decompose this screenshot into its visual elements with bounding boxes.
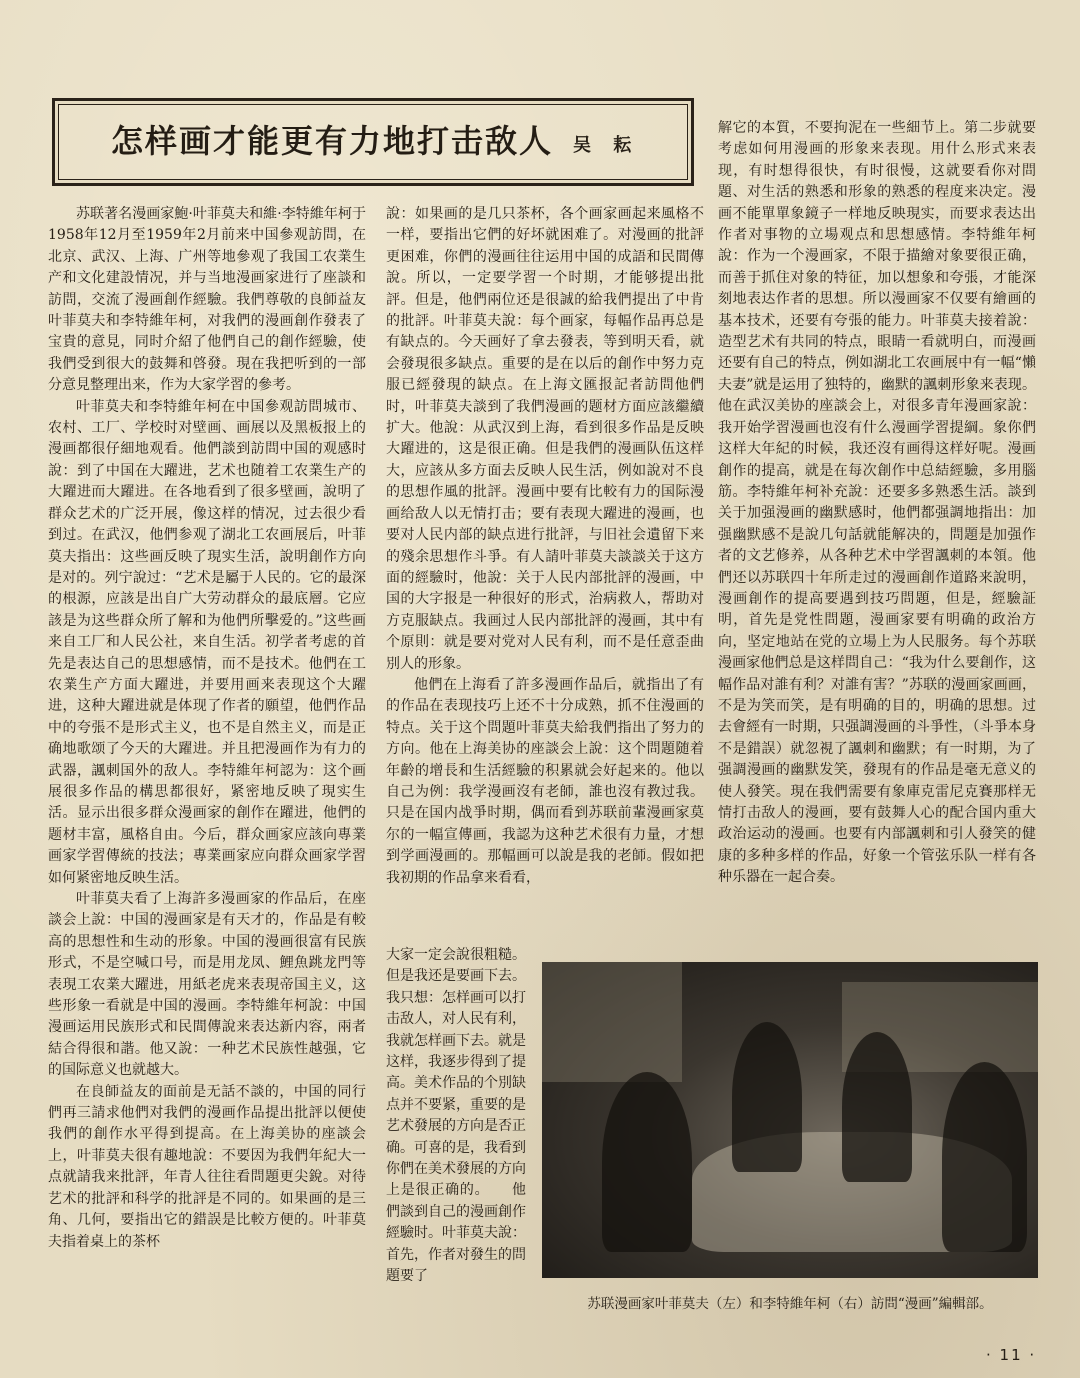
photo-figure: [942, 1062, 1027, 1252]
text-column-3: [718, 118, 1036, 938]
paragraph: 說：如果画的是几只茶杯，各个画家画起来風格不一样，要指出它們的好坏就困难了。对漫画的批評更困难，你們的漫画往往运用中国的成語和民間傳說。所以，一定要学習一个时期，才能够提出批評。但是，他們兩位还是很誠的給我們提出了中肯的批評。叶菲莫夫說：每个画家，每幅作品再总是有缺点的。今天画好了拿去發表，等到明天看，就会發現很多缺点。重要的是在以后的創作中努力克服已經發現的缺点。在上海文匯报記者訪問他們时，叶菲莫夫談到了我們漫画的题材方面应該繼續扩大。他說：从武汉到上海，看到很多作品是反映大躍进的，这是很正确。但是我們的漫画队伍这样大，应該从多方面去反映人民生活，例如說对不良的思想作風的批評。漫画中要有比較有力的国际漫画给敌人以无情打击；要有表现大躍进的漫画，也要对人民内部的缺点进行批評，与旧社会遺留下来的殘余思想作斗爭。有人請叶菲莫夫談談关于这方面的經驗时，他說：关于人民内部批評的漫画，中国的大字报是一种很好的形式，治病救人，帮助对方克服缺点。我画过人民内部批評的漫画，其中有个原則：就是要对党对人民有利，而不是任意歪曲別人的形象。: [386, 206, 704, 672]
paragraph: 在良師益友的面前是无話不談的，中国的同行們再三請求他們对我們的漫画作品提出批評以便使我們的創作水平得到提高。在上海美协的座談会上，叶菲莫夫很有趣地說：不要因为我們年紀大一点就請我来批評，年青人往往看問題更尖銳。对待艺术的批評和科学的批評是不同的。如果画的是三角、几何，要指出它的錯誤是比較方便的。叶菲莫夫指着桌上的茶杯: [48, 1083, 366, 1250]
photo-figure: [842, 1032, 912, 1182]
text-column-1: [48, 204, 366, 1324]
paragraph: 叶菲莫夫和李特維年柯在中国參观訪問城市、农村、工厂、学校时对壁画、画展以及黑板报上的漫画都很仔細地观看。他們談到訪問中国的观感时說：到了中国在大躍进，艺术也随着工农業生产的大躍进而大躍进。在各地看到了很多壁画，說明了群众艺术的广泛开展，像这样的情况，过去很少看到过。在武汉，他們参观了湖北工农画展后，叶菲莫夫指出：这些画反映了現实生活，說明創作方向是对的。列宁說过：“艺术是屬于人民的。它的最深的根源，应該是出自广大劳动群众的最底層。它应該是为这些群众所了解和为他們所擊爱的。”这些画来自工厂和人民公社，来自生活。初学者考虑的首先是表达自己的思想感情，而不是技术。他們在工农業生产方面大躍进，并要用画来表现这个大躍进，这种大躍进就是体现了作者的願望，他們作品中的夸張不是形式主义，也不是自然主义，而是正确地歌颂了今天的大躍进。并且把漫画作为有力的武器，諷刺国外的敌人。李特維年柯認为：这个画展很多作品的構思都很好，紧密地反映了現实生活。显示出很多群众漫画家的創作在躍进，他們的题材丰富，風格自由。今后，群众画家应該向專業画家学習傳統的技法；專業画家应向群众画家学習如何紧密地反映生活。: [48, 398, 366, 886]
title-frame: [52, 98, 694, 186]
text-column-2: [386, 204, 704, 944]
page-number: · 11 ·: [986, 1346, 1037, 1364]
paragraph: 大家一定会說很粗糙。但是我还是要画下去。我只想：怎样画可以打击敌人，对人民有利，我就怎样画下去。就是这样，我逐步得到了提高。美术作品的个別缺点并不要紧，重要的是艺术發展的方向是否正确。可喜的是，我看到你們在美术發展的方向上是很正确的。 他們談到自己的漫画創作經驗时。叶菲莫夫說：首先，作者对發生的問題要了: [386, 947, 526, 1285]
photo-figure: [602, 1072, 692, 1252]
article-title: 怎样画才能更有力地打击敌人: [111, 122, 554, 160]
paragraph: 叶菲莫夫看了上海許多漫画家的作品后，在座談会上說：中国的漫画家是有天才的，作品是有較高的思想性和生动的形象。中国的漫画很富有民族形式，不是空喊口号，而是用龙凤、鯉魚跳龙門等表現工农業大躍进，用紙老虎来表現帝国主义，这些形象一看就是中国的漫画。李特維年柯說：中国漫画运用民族形式和民間傳說来表达新内容，兩者結合得很和諧。他又說：一种艺术民族性越强，它的国际意义也就越大。: [48, 891, 366, 1079]
photo-shelf: [542, 962, 682, 1082]
article-author: 吴 耘: [573, 135, 640, 156]
paragraph: 解它的本質，不要拘泥在一些細节上。第二步就要考虑如何用漫画的形象来表现。用什么形式来表现，有时想得很快，有时很慢，这就要看你对問題、对生活的熟悉和形象的熟悉的程度来决定。漫画不能單單象鏡子一样地反映現实，而要求表达出作者对事物的立場观点和思想感情。李特維年柯說：作为一个漫画家，不限于描繪对象要很正确，而善于抓住对象的特征，加以想象和夸張，才能深刻地表达作者的思想。所以漫画家不仅要有繪画的基本技术，还要有夸張的能力。叶菲莫夫接着說：造型艺术有共同的特点，眼睛一看就明白，而漫画还要有自己的特点，例如湖北工农画展中有一幅“懶夫妻”就是运用了独特的，幽默的諷刺形象来表现。他在武汉美协的座談会上，对很多青年漫画家說：我开始学習漫画也沒有什么漫画学習提綱。象你們这样大年紀的时候，我还沒有画得这样好呢。漫画創作的提高，就是在每次創作中总結經驗，多用腦筋。李特維年柯补充說：还要多多熟悉生活。談到关于加强漫画的幽默感时，他們都强調地指出：加强幽默感不是說几句話就能解决的，問題是加强作者的文艺修养，从各种艺术中学習諷刺的本領。他們还以苏联四十年所走过的漫画創作道路来說明，漫画創作的提高要遇到技巧問題，但是，經驗証明，首先是党性問題，漫画家要有明确的政治方向，坚定地站在党的立場上为人民服务。每个苏联漫画家他們总是这样問自己：“我为什么要創作，这幅作品对誰有利？对誰有害？”苏联的漫画家画画，不是为笑而笑，是有明确的目的，明确的思想。过去會經有一时期，只强調漫画的斗爭性，（斗爭本身不是錯誤）就忽視了諷刺和幽默；有一时期，为了强調漫画的幽默发笑，發現有的作品是毫无意义的使人發笑。現在我們需要有象庫克雷尼克賽那样无情打击敌人的漫画，要有鼓舞人心的配合国内重大政治运动的漫画。也要有内部諷刺和引人發笑的健康的多种多样的作品，好象一个管弦乐队一样有各种乐器在一起合奏。: [718, 120, 1036, 886]
text-column-2-lower: [386, 945, 526, 1325]
photo-caption: 苏联漫画家叶菲莫夫（左）和李特維年柯（右）訪問“漫画”編輯部。: [587, 1296, 993, 1312]
photo-figure: [732, 1022, 802, 1172]
editorial-office-photo: [542, 962, 1038, 1278]
paragraph: 苏联著名漫画家鮑·叶菲莫夫和維·李特維年柯于1958年12月至1959年2月前来中国參观訪問，在北京、武汉、上海、广州等地參观了我国工农業生产和文化建設情况，并与当地漫画家进行了座談和訪問，交流了漫画創作經驗。我們尊敬的良師益友叶菲莫夫和李特維年柯，对我們的漫画創作發表了宝貴的意見，同时介紹了他們自己的創作經驗，使我們受到很大的鼓舞和啓發。現在我把听到的一部分意見整理出来，作为大家学習的參考。: [48, 206, 366, 394]
paragraph: 他們在上海看了許多漫画作品后，就指出了有的作品在表现技巧上还不十分成熟，抓不住漫画的特点。关于这个問題叶菲莫夫給我們指出了努力的方向。他在上海美协的座談会上說：这个問題随着年齡的增長和生活經驗的积累就会好起来的。他以自己为例：我学漫画沒有老師，誰也沒有教过我。只是在国内战爭时期，偶而看到苏联前輩漫画家莫尔的一幅宣傳画，我認为这种艺术很有力量，才想到学画漫画的。那幅画可以說是我的老師。假如把我初期的作品拿来看看，: [386, 676, 704, 886]
